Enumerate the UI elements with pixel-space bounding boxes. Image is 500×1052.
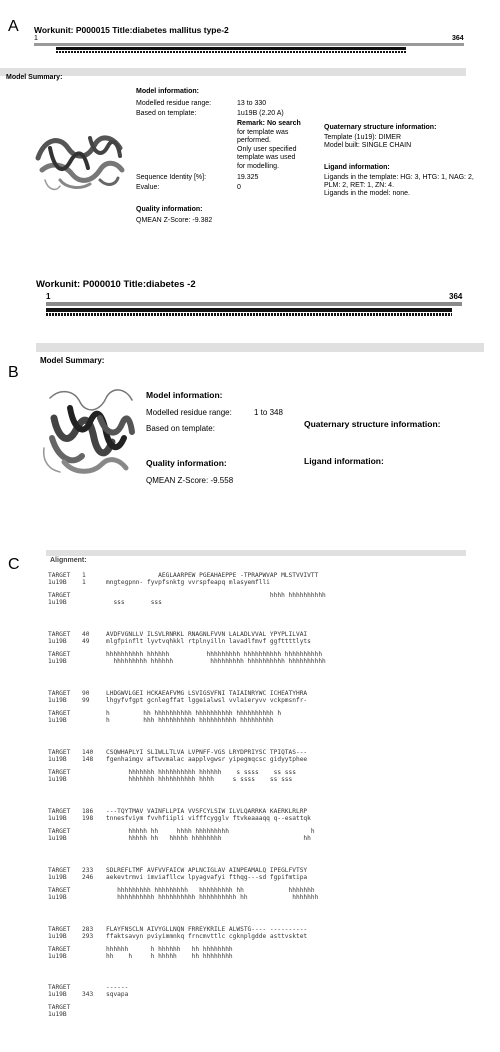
model-info-heading-a: Model information:	[136, 88, 199, 95]
residue-number: 233	[82, 867, 94, 874]
template-label-b: Based on template:	[146, 424, 215, 433]
sequence-text: hhhhhhh hhhhhhhhhh hhhh s ssss ss sss	[106, 776, 293, 784]
sequence-text: sss sss	[106, 599, 162, 607]
residue-number: 1	[82, 579, 86, 587]
sequence-name: TARGET	[48, 946, 71, 954]
alignment-row	[48, 808, 315, 815]
sequence-text: AEGLAARPEW PGEAHAEPPE -TPRAPWVAP MLSTVVIVTT	[106, 572, 319, 579]
alignment-row	[48, 867, 318, 874]
model-summary-a: Model Summary:	[6, 74, 63, 81]
alignment-row	[48, 933, 307, 940]
sequence-name: 1u19B	[48, 776, 67, 784]
residue-number: 186	[82, 808, 94, 815]
sequence-text: CSQWHAPLYI SLIWLLTLVA LVPNFF-VGS LRYDPRIYSC TPIQTAS---	[106, 749, 308, 756]
qmean-a: QMEAN Z-Score: -9.382	[136, 217, 213, 224]
sequence-name: TARGET	[48, 828, 71, 836]
coverage-ticks-a	[56, 51, 406, 53]
seq-identity-value-a: 19.325	[237, 174, 259, 181]
sequence-name: 1u19B	[48, 991, 67, 999]
sequence-name: TARGET	[48, 887, 71, 895]
residue-number: 99	[82, 697, 90, 705]
bar-start-b: 1	[46, 292, 51, 301]
protein-structure-image-b	[40, 378, 140, 478]
sequence-name: 1u19B	[48, 1011, 67, 1019]
sequence-name: 1u19B	[48, 697, 67, 705]
sequence-bar-b	[46, 302, 462, 306]
quality-heading-b: Quality information:	[146, 458, 227, 468]
sequence-name: 1u19B	[48, 953, 67, 961]
coverage-bar-a	[56, 47, 406, 50]
sequence-text: h hhh hhhhhhhhhh hhhhhhhhhh hhhhhhhhh	[106, 717, 274, 725]
residue-number: 343	[82, 991, 94, 999]
residue-number: 283	[82, 926, 94, 933]
alignment-row	[48, 592, 326, 599]
alignment-row	[48, 690, 307, 697]
bar-start-a: 1	[34, 35, 38, 42]
residue-number: 198	[82, 815, 94, 823]
bar-end-a: 364	[452, 35, 464, 42]
alignment-row	[48, 638, 326, 645]
residue-number: 246	[82, 874, 94, 882]
alignment-row	[48, 991, 128, 998]
sequence-text: hhhhhh h hhhhhh hh hhhhhhhh	[106, 946, 233, 954]
remark-line: template was used	[237, 154, 296, 161]
sequence-name: TARGET	[48, 867, 71, 874]
quaternary-line: Model built: SINGLE CHAIN	[324, 142, 412, 149]
sequence-text: lhgyfvfgpt gcnlegffat lggeialwsl vvlaieryvv vckpmsnfr-	[106, 697, 308, 705]
quality-heading-a: Quality information:	[136, 206, 203, 213]
alignment-row	[48, 835, 315, 842]
sequence-name: 1u19B	[48, 815, 67, 823]
sequence-name: 1u19B	[48, 579, 67, 587]
alignment-row	[48, 874, 318, 881]
residue-number: 293	[82, 933, 94, 941]
ligand-line: Ligands in the model: none.	[324, 190, 411, 197]
range-label-a: Modelled residue range:	[136, 100, 212, 107]
workunit-title-a: Workunit: P000015 Title:diabetes mallitus type-2	[34, 25, 229, 35]
sequence-text: tnnesfviym fvvhfiipli vifffcygglv ftvkeaaaqq q--esattqk	[106, 815, 311, 823]
range-label-b: Modelled residue range:	[146, 408, 232, 417]
sequence-text: mngtegpnn- fyvpfsnktg vvrspfeapq mlasyemflli	[106, 579, 270, 587]
quaternary-heading-b: Quaternary structure information:	[304, 419, 441, 429]
remark-line: for modelling.	[237, 162, 280, 170]
sequence-text: hhhhhhh hhhhhhhhhh hhhhhh s ssss ss sss	[106, 769, 296, 777]
alignment-row	[48, 579, 326, 586]
sequence-text: AVDFVGNLLV ILSVLRNRKL RNAGNLFVVN LALADLVVAL YPYPLILVAI	[106, 631, 308, 638]
sequence-text: hhhhhhhhh hhhhhhhhh hhhhhhhhh hh hhhhhhh	[106, 887, 315, 895]
alignment-row	[48, 572, 326, 579]
coverage-ticks-b	[46, 313, 452, 316]
ligand-line: Ligands in the template: HG: 3, HTG: 1, NAG: 2,	[324, 174, 474, 181]
sequence-name: 1u19B	[48, 874, 67, 882]
alignment-row	[48, 658, 326, 665]
alignment-row	[48, 697, 307, 704]
sequence-text: hhhhhhhhhh hhhhhh hhhhhhhhh hhhhhhhhhh hhhhhhhhhh	[106, 651, 323, 659]
alignment-row	[48, 984, 128, 991]
residue-number: 90	[82, 690, 90, 697]
panel-label-c: C	[8, 556, 20, 573]
sequence-text: fgenhaimgv aftwvmalac aapplvgwsr yipegmqcsc gidyytphee	[106, 756, 308, 764]
sequence-text: hhhhh hh hhhhh hhhhhhhh hh	[106, 835, 311, 843]
sequence-text: aekevtrmvi imviafllcw lpyagvafyi fthqg---sd fgpifmtipa	[106, 874, 308, 882]
residue-number: 40	[82, 631, 90, 638]
panel-label-a: A	[8, 18, 19, 35]
model-summary-b: Model Summary:	[40, 356, 105, 365]
sequence-text: mlgfpinflt lyvtvqhkkl rtplnyilln lavadlfmvf ggfttttlyts	[106, 638, 311, 646]
workunit-title-b: Workunit: P000010 Title:diabetes -2	[36, 279, 196, 290]
residue-number: 148	[82, 756, 94, 764]
alignment-row	[48, 769, 307, 776]
sequence-text: hhhh hhhhhhhhhh	[106, 592, 326, 600]
sequence-name: TARGET	[48, 710, 71, 718]
ligand-heading-b: Ligand information:	[304, 456, 384, 466]
remark-line: performed.	[237, 137, 271, 144]
template-value-a: 1u19B (2.20 A)	[237, 110, 284, 117]
remark-line: for template was	[237, 128, 289, 136]
sequence-text: FLAYFNSCLN AIVYGLLNQN FRREYKRILE ALWSTG---- ----------	[106, 926, 308, 933]
alignment-block	[48, 572, 326, 606]
alignment-row	[48, 828, 315, 835]
quaternary-heading-a: Quaternary structure information:	[324, 124, 437, 131]
evalue-label-a: Evalue:	[136, 184, 160, 191]
residue-number: 140	[82, 749, 94, 756]
sequence-name: TARGET	[48, 984, 71, 991]
range-value-b: 1 to 348	[254, 408, 283, 417]
ligand-line: PLM: 2, RET: 1, ZN: 4.	[324, 182, 395, 189]
sequence-text: hhhhhhhhhh hhhhhhhhhh hhhhhhhhhh hh hhhhhhh	[106, 894, 319, 902]
sequence-name: 1u19B	[48, 835, 67, 843]
sequence-text: ------	[106, 984, 129, 991]
alignment-row	[48, 894, 318, 901]
alignment-block	[48, 867, 318, 901]
sequence-text: h hh hhhhhhhhhh hhhhhhhhhh hhhhhhhhhh h	[106, 710, 282, 718]
ligand-heading-a: Ligand information:	[324, 164, 390, 171]
alignment-bar	[46, 550, 466, 556]
sequence-text: SDLREFLTMF AVFVVFAICW APLNCIGLAV AINPEAMALQ IPEGLFVTSY	[106, 867, 308, 874]
alignment-row	[48, 926, 307, 933]
remark-a	[237, 120, 317, 171]
remark-line: Remark: No search	[237, 120, 301, 127]
sequence-text: hhhhhhhhh hhhhhh hhhhhhhhh hhhhhhhhhh hhhhhhhhhh	[106, 658, 326, 666]
alignment-block	[48, 631, 326, 665]
sequence-name: 1u19B	[48, 756, 67, 764]
sequence-name: 1u19B	[48, 894, 67, 902]
alignment-row	[48, 717, 307, 724]
sequence-name: 1u19B	[48, 717, 67, 725]
alignment-row	[48, 1004, 128, 1011]
coverage-bar-b	[46, 308, 452, 312]
sequence-text: LHDGWVLGEI HCKAEAFVMG LSVIGSVFNI TAIAINRYWC ICHEATYHRA	[106, 690, 308, 697]
bar-end-b: 364	[449, 292, 463, 301]
sequence-text: sqvapa	[106, 991, 129, 999]
seq-identity-label-a: Sequence Identity [%]:	[136, 174, 207, 181]
sequence-name: 1u19B	[48, 933, 67, 941]
alignment-block	[48, 984, 128, 1018]
sequence-name: 1u19B	[48, 658, 67, 666]
sequence-name: TARGET	[48, 769, 71, 777]
alignment-row	[48, 599, 326, 606]
residue-number: 1	[82, 572, 86, 579]
sequence-text: hh h h hhhhh hh hhhhhhhh	[106, 953, 233, 961]
sequence-name: TARGET	[48, 749, 71, 756]
sequence-text: hhhhh hh hhhh hhhhhhhhh h	[106, 828, 315, 836]
range-value-a: 13 to 330	[237, 100, 267, 107]
sequence-name: TARGET	[48, 808, 71, 815]
summary-bar-a	[0, 68, 466, 76]
summary-bar-b	[36, 343, 484, 352]
template-label-a: Based on template:	[136, 110, 197, 117]
alignment-row	[48, 953, 307, 960]
alignment-row	[48, 815, 315, 822]
remark-line: Only user specified	[237, 145, 297, 153]
alignment-row	[48, 631, 326, 638]
alignment-block	[48, 749, 307, 783]
sequence-bar-a	[34, 43, 464, 46]
qmean-b: QMEAN Z-Score: -9.558	[146, 476, 234, 485]
sequence-name: TARGET	[48, 690, 71, 697]
sequence-name: 1u19B	[48, 599, 67, 607]
alignment-row	[48, 749, 307, 756]
sequence-name: TARGET	[48, 572, 71, 579]
evalue-value-a: 0	[237, 184, 241, 191]
sequence-name: TARGET	[48, 1004, 71, 1012]
sequence-text: ---TQYTMAV VAINFLLPIA VVSFCYLSIW ILVLQARRKA KAERKLRLRP	[106, 808, 308, 815]
alignment-row	[48, 1011, 128, 1018]
alignment-heading: Alignment:	[50, 557, 87, 564]
panel-label-b: B	[8, 364, 19, 381]
model-info-heading-b: Model information:	[146, 390, 223, 400]
sequence-name: TARGET	[48, 926, 71, 933]
sequence-name: 1u19B	[48, 638, 67, 646]
alignment-row	[48, 946, 307, 953]
protein-structure-image-a	[30, 118, 130, 194]
alignment-block	[48, 808, 315, 842]
alignment-block	[48, 690, 307, 724]
sequence-name: TARGET	[48, 631, 71, 638]
alignment-row	[48, 887, 318, 894]
alignment-block	[48, 926, 307, 960]
sequence-text: ffaktsavyn pviyimmnkq frncmvttlc cgknplgdde asttvsktet	[106, 933, 308, 941]
sequence-name: TARGET	[48, 651, 71, 659]
alignment-row	[48, 710, 307, 717]
quaternary-line: Template (1u19): DIMER	[324, 134, 402, 141]
sequence-name: TARGET	[48, 592, 71, 600]
alignment-row	[48, 651, 326, 658]
alignment-row	[48, 756, 307, 763]
alignment-row	[48, 776, 307, 783]
residue-number: 49	[82, 638, 90, 646]
